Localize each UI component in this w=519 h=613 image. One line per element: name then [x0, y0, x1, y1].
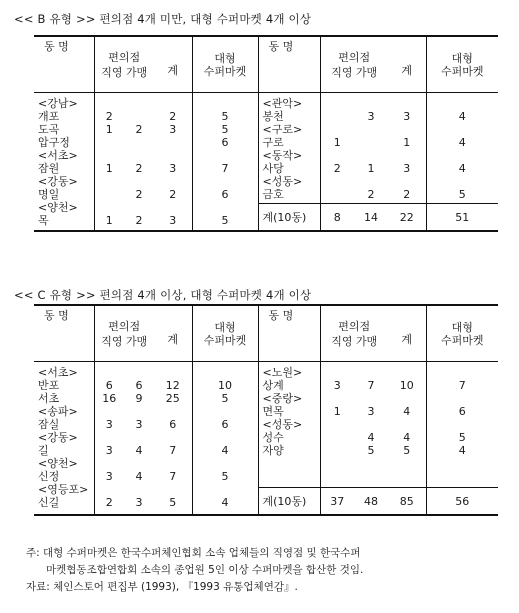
- b-left-total-cell: 2: [169, 110, 177, 123]
- b-right-names-cell: <구로>: [262, 123, 303, 136]
- b-left-names-cell: <서초>: [38, 149, 78, 162]
- c-left-total-cell: 12: [165, 379, 180, 392]
- b-left-super-cell: [193, 97, 258, 110]
- b-right-super-cell: 5: [458, 188, 466, 201]
- footnote-line-2: 마켓협동조합연합회 소속의 종업원 5인 이상 수퍼마켓을 합산한 것임.: [46, 564, 364, 576]
- b-left-total-cell: 3: [169, 214, 177, 227]
- b-left-super-cell: 5: [221, 123, 229, 136]
- c-left-super-cell: 5: [221, 392, 229, 405]
- c-left-names-cell: <강동>: [38, 431, 78, 444]
- source-line: 자료: 체인스토어 편집부 (1993), 『1993 유통업체연감』.: [26, 581, 298, 593]
- c-right-direct-cell: [321, 392, 355, 405]
- c-left-names-cell: 길: [38, 444, 49, 457]
- c-left-direct: [94, 362, 124, 516]
- c-left-total-cell: 6: [169, 418, 177, 431]
- header-conv: 편의점: [108, 50, 141, 64]
- b-left-names-cell: 명일: [38, 188, 60, 201]
- c-right-names-cell: 자양: [262, 444, 284, 457]
- c-left-direct-cell: [95, 483, 125, 496]
- b-right-franchise-cell: [354, 149, 388, 162]
- b-left-super-cell: [193, 175, 258, 188]
- b-right-names-cell: 사당: [262, 162, 284, 175]
- header-franchise-c: 가맹: [126, 334, 148, 348]
- b-total-direct: 8: [320, 204, 354, 232]
- c-left-super-cell: 4: [221, 444, 229, 457]
- c-left-franchise-cell: [124, 366, 154, 379]
- b-right-names: [258, 93, 320, 204]
- b-right-direct-cell: 2: [333, 162, 341, 175]
- c-right-total-cell: 4: [403, 405, 411, 418]
- c-right-names-cell: <노원>: [262, 366, 303, 379]
- header-franchise-c-right: 가맹: [356, 334, 378, 348]
- c-left-franchise-cell: [124, 457, 154, 470]
- c-right-names-cell: <성동>: [262, 418, 303, 431]
- c-left-direct-cell: [95, 431, 125, 444]
- b-right-franchise-cell: [354, 175, 388, 188]
- c-left-super-cell: [193, 483, 258, 496]
- b-left-names-cell: <강동>: [38, 175, 78, 188]
- header-dong: 동 명: [34, 36, 94, 93]
- c-right-franchise-cell: [354, 418, 388, 431]
- c-left-names-cell: 신길: [38, 496, 60, 509]
- b-left-direct-cell: [95, 175, 125, 188]
- c-right-total-cell: [388, 392, 426, 405]
- header-conv-group-c-right: [320, 305, 388, 362]
- c-left-names-cell: 서초: [38, 392, 60, 405]
- c-right-super-cell: 6: [458, 405, 466, 418]
- c-left-names-cell: <송파>: [38, 405, 78, 418]
- b-left-total-cell: [154, 149, 192, 162]
- b-right-total-cell: 2: [403, 188, 411, 201]
- b-right-super: [426, 93, 498, 204]
- b-left-franchise-cell: [124, 149, 154, 162]
- b-right-franchise-cell: [354, 136, 388, 149]
- b-left-super-cell: 5: [221, 110, 229, 123]
- b-left-franchise-cell: [124, 97, 154, 110]
- c-right-super-cell: [427, 366, 499, 379]
- footnote-line-1: 주: 대형 수퍼마켓은 한국수퍼체인협회 소속 업체들의 직영점 및 한국수퍼: [26, 547, 361, 559]
- c-total-super: 56: [426, 488, 498, 516]
- c-right-total-cell: 10: [399, 379, 414, 392]
- header-direct: 직영: [101, 65, 123, 79]
- b-total-franchise: 14: [354, 204, 388, 232]
- header-direct-c: 직영: [101, 334, 123, 348]
- header-conv-c: 편의점: [108, 319, 141, 333]
- c-left-direct-cell: 16: [102, 392, 117, 405]
- header-franchise: 가맹: [126, 65, 148, 79]
- b-left-names-cell: 잠원: [38, 162, 60, 175]
- b-right-direct-cell: [321, 188, 355, 201]
- c-left-total-cell: 25: [165, 392, 180, 405]
- c-left-franchise-cell: [124, 431, 154, 444]
- header-super-1-c-right: 대형: [451, 320, 473, 334]
- b-left-names-cell: <양천>: [38, 201, 78, 214]
- section-b-title: << B 유형 >> 편의점 4개 미만, 대형 수퍼마켓 4개 이상: [14, 12, 312, 26]
- b-right-direct-cell: [321, 175, 355, 188]
- c-right-names: [258, 362, 320, 488]
- b-right-super-cell: [427, 175, 499, 188]
- c-left-names-cell: 잠실: [38, 418, 60, 431]
- b-left-direct-cell: 1: [105, 123, 113, 136]
- table-type-c: [34, 304, 498, 516]
- b-left-direct: [94, 93, 124, 232]
- c-right-names-cell: 성수: [262, 431, 284, 444]
- b-right-super-cell: [427, 149, 499, 162]
- c-left-super-cell: 10: [218, 379, 232, 392]
- c-right-direct-cell: 3: [333, 379, 341, 392]
- c-left-names-cell: 신정: [38, 470, 60, 483]
- c-left-franchise-cell: 4: [135, 444, 143, 457]
- c-left-total-cell: [154, 431, 192, 444]
- c-right-total-cell: [388, 366, 426, 379]
- b-left-direct-cell: [95, 188, 125, 201]
- b-left-total-cell: [154, 175, 192, 188]
- c-right-franchise-cell: [354, 392, 388, 405]
- b-right-franchise-cell: 3: [367, 110, 375, 123]
- b-right-franchise: [354, 93, 388, 204]
- b-left-super-cell: [193, 201, 258, 214]
- b-left-franchise-cell: 2: [135, 188, 143, 201]
- c-left-total-cell: 7: [169, 470, 177, 483]
- c-right-direct-cell: 1: [333, 405, 341, 418]
- c-left-names-cell: 반포: [38, 379, 60, 392]
- b-left-names: [34, 93, 94, 232]
- header-super-2: 수퍼마켓: [203, 64, 247, 78]
- b-left-super-cell: 6: [221, 136, 229, 149]
- c-left-direct-cell: 3: [105, 418, 113, 431]
- c-left-super-cell: [193, 405, 258, 418]
- b-right-total-cell: 3: [403, 110, 411, 123]
- c-right-super-cell: 5: [458, 431, 466, 444]
- c-left-franchise-cell: 3: [135, 496, 143, 509]
- b-right-total-cell: [388, 149, 426, 162]
- b-right-super-cell: [427, 123, 499, 136]
- b-left-direct-cell: [95, 201, 125, 214]
- c-right-super-cell: [427, 392, 499, 405]
- b-total-super: 51: [426, 204, 498, 232]
- c-left-franchise-cell: [124, 483, 154, 496]
- header-super: [192, 36, 258, 93]
- c-left-direct-cell: 6: [105, 379, 113, 392]
- b-right-direct-cell: [321, 97, 355, 110]
- c-left-direct-cell: 3: [105, 444, 113, 457]
- b-left-names-cell: <강남>: [38, 97, 78, 110]
- b-right-direct-cell: [321, 149, 355, 162]
- header-dong-c-right: 동 명: [258, 305, 320, 362]
- footnote: [26, 545, 506, 596]
- b-right-franchise-cell: [354, 97, 388, 110]
- c-left-direct-cell: [95, 405, 125, 418]
- b-right-names-cell: <관악>: [262, 97, 303, 110]
- b-right-names-cell: <동작>: [262, 149, 303, 162]
- b-left-franchise-cell: 2: [135, 162, 143, 175]
- b-left-names-cell: 목: [38, 214, 49, 227]
- c-right-franchise-cell: [354, 366, 388, 379]
- b-left-direct-cell: 1: [105, 162, 113, 175]
- b-left-super-cell: 5: [221, 214, 229, 227]
- c-left-names-cell: <양천>: [38, 457, 78, 470]
- c-left-super-cell: [193, 457, 258, 470]
- c-right-super-cell: [427, 418, 499, 431]
- c-right-direct-cell: [321, 431, 355, 444]
- header-super-1-right: 대형: [451, 51, 473, 65]
- c-left-super-cell: [193, 366, 258, 379]
- c-left-total-cell: 5: [169, 496, 177, 509]
- header-conv-right: 편의점: [338, 50, 371, 64]
- c-left-super-cell: 5: [221, 470, 229, 483]
- header-super-1: 대형: [214, 51, 236, 65]
- b-right-direct-cell: [321, 123, 355, 136]
- c-right-franchise-cell: 4: [367, 431, 375, 444]
- b-total-total: 22: [388, 204, 426, 232]
- c-right-franchise-cell: 5: [367, 444, 375, 457]
- c-left-total-cell: [154, 366, 192, 379]
- b-left-franchise-cell: [124, 201, 154, 214]
- c-left-franchise: [124, 362, 154, 516]
- header-dong-c: 동 명: [34, 305, 94, 362]
- header-super-right: [426, 36, 498, 93]
- b-left-super-cell: 6: [221, 188, 229, 201]
- c-right-total-cell: 5: [403, 444, 411, 457]
- c-right-direct: [320, 362, 354, 488]
- c-left-super-cell: 6: [221, 418, 229, 431]
- b-left-direct-cell: [95, 136, 125, 149]
- c-left-franchise-cell: 4: [135, 470, 143, 483]
- c-right-franchise-cell: 3: [367, 405, 375, 418]
- b-left-names-cell: 도곡: [38, 123, 60, 136]
- c-left-total-cell: 7: [169, 444, 177, 457]
- c-right-names-cell: 상계: [262, 379, 284, 392]
- header-super-2-right: 수퍼마켓: [440, 64, 484, 78]
- b-left-super-cell: [193, 149, 258, 162]
- c-right-names-cell: <중랑>: [262, 392, 303, 405]
- c-right-names-cell: 면목: [262, 405, 284, 418]
- b-right-super-cell: [427, 97, 499, 110]
- section-c-title: << C 유형 >> 편의점 4개 이상, 대형 수퍼마켓 4개 이상: [14, 288, 312, 302]
- b-right-names-cell: 구로: [262, 136, 284, 149]
- header-total-c-right: 계: [388, 305, 426, 362]
- b-left-super-cell: 7: [221, 162, 229, 175]
- c-right-super-cell: 7: [458, 379, 466, 392]
- header-dong-right: 동 명: [258, 36, 320, 93]
- c-right-franchise: [354, 362, 388, 488]
- c-total-label: 계(10동): [258, 488, 320, 516]
- b-left-total: [154, 93, 192, 232]
- b-right-total-cell: 3: [403, 162, 411, 175]
- b-right-total-cell: 1: [403, 136, 411, 149]
- b-left-franchise-cell: 2: [135, 214, 143, 227]
- header-total-right: 계: [388, 36, 426, 93]
- c-left-total-cell: [154, 457, 192, 470]
- b-left-super: [192, 93, 258, 232]
- b-left-total-cell: 3: [169, 162, 177, 175]
- c-total-franchise: 48: [354, 488, 388, 516]
- b-left-total-cell: [154, 201, 192, 214]
- c-right-direct-cell: [321, 366, 355, 379]
- header-conv-group-c: [94, 305, 154, 362]
- c-left-names-cell: <서초>: [38, 366, 78, 379]
- b-left-franchise-cell: [124, 136, 154, 149]
- b-right-franchise-cell: 1: [367, 162, 375, 175]
- b-right-names-cell: 봉천: [262, 110, 284, 123]
- c-left-franchise-cell: 9: [135, 392, 143, 405]
- c-right-total-cell: 4: [403, 431, 411, 444]
- b-left-franchise: [124, 93, 154, 232]
- b-left-direct-cell: 2: [105, 110, 113, 123]
- b-right-super-cell: 4: [458, 162, 466, 175]
- c-left-total-cell: [154, 483, 192, 496]
- c-left-direct-cell: [95, 457, 125, 470]
- c-right-super-cell: 4: [458, 444, 466, 457]
- c-left-super-cell: 4: [221, 496, 229, 509]
- b-right-total-cell: [388, 97, 426, 110]
- c-left-super-cell: [193, 431, 258, 444]
- b-left-total-cell: [154, 97, 192, 110]
- header-conv-group-right: [320, 36, 388, 93]
- b-left-franchise-cell: 2: [135, 123, 143, 136]
- b-right-total-cell: [388, 175, 426, 188]
- b-left-total-cell: [154, 136, 192, 149]
- header-franchise-right: 가맹: [356, 65, 378, 79]
- c-right-direct-cell: [321, 444, 355, 457]
- header-super-2-c: 수퍼마켓: [203, 333, 247, 347]
- b-right-names-cell: <성동>: [262, 175, 303, 188]
- c-left-names-cell: <영등포>: [38, 483, 89, 496]
- b-total-label: 계(10동): [258, 204, 320, 232]
- b-left-franchise-cell: [124, 110, 154, 123]
- table-type-b: [34, 35, 498, 232]
- c-left-direct-cell: [95, 366, 125, 379]
- c-right-total: [388, 362, 426, 488]
- b-left-total-cell: 2: [169, 188, 177, 201]
- c-total-direct: 37: [320, 488, 354, 516]
- b-left-direct-cell: 1: [105, 214, 113, 227]
- b-right-direct: [320, 93, 354, 204]
- c-left-franchise-cell: [124, 405, 154, 418]
- header-super-c: [192, 305, 258, 362]
- header-conv-c-right: 편의점: [338, 319, 371, 333]
- b-left-franchise-cell: [124, 175, 154, 188]
- b-left-total-cell: 3: [169, 123, 177, 136]
- header-super-2-c-right: 수퍼마켓: [440, 333, 484, 347]
- c-left-total-cell: [154, 405, 192, 418]
- c-left-super: [192, 362, 258, 516]
- c-left-total: [154, 362, 192, 516]
- b-left-names-cell: 개포: [38, 110, 60, 123]
- c-left-direct-cell: 3: [105, 470, 113, 483]
- header-total: 계: [154, 36, 192, 93]
- c-right-franchise-cell: 7: [367, 379, 375, 392]
- c-left-franchise-cell: 6: [135, 379, 143, 392]
- b-left-direct-cell: [95, 149, 125, 162]
- header-direct-right: 직영: [331, 65, 353, 79]
- header-total-c: 계: [154, 305, 192, 362]
- b-right-franchise-cell: [354, 123, 388, 136]
- c-right-super: [426, 362, 498, 488]
- b-left-direct-cell: [95, 97, 125, 110]
- c-total-total: 85: [388, 488, 426, 516]
- header-conv-group: [94, 36, 154, 93]
- b-right-direct-cell: [321, 110, 355, 123]
- b-left-names-cell: 압구정: [38, 136, 70, 149]
- b-right-franchise-cell: 2: [367, 188, 375, 201]
- c-left-names: [34, 362, 94, 516]
- c-right-total-cell: [388, 418, 426, 431]
- b-right-super-cell: 4: [458, 110, 466, 123]
- header-super-c-right: [426, 305, 498, 362]
- b-right-direct-cell: 1: [333, 136, 341, 149]
- header-super-1-c: 대형: [214, 320, 236, 334]
- header-direct-c-right: 직영: [331, 334, 353, 348]
- c-left-franchise-cell: 3: [135, 418, 143, 431]
- c-left-direct-cell: 2: [105, 496, 113, 509]
- b-right-total-cell: [388, 123, 426, 136]
- c-right-direct-cell: [321, 418, 355, 431]
- b-right-total: [388, 93, 426, 204]
- b-right-super-cell: 4: [458, 136, 466, 149]
- b-right-names-cell: 금호: [262, 188, 284, 201]
